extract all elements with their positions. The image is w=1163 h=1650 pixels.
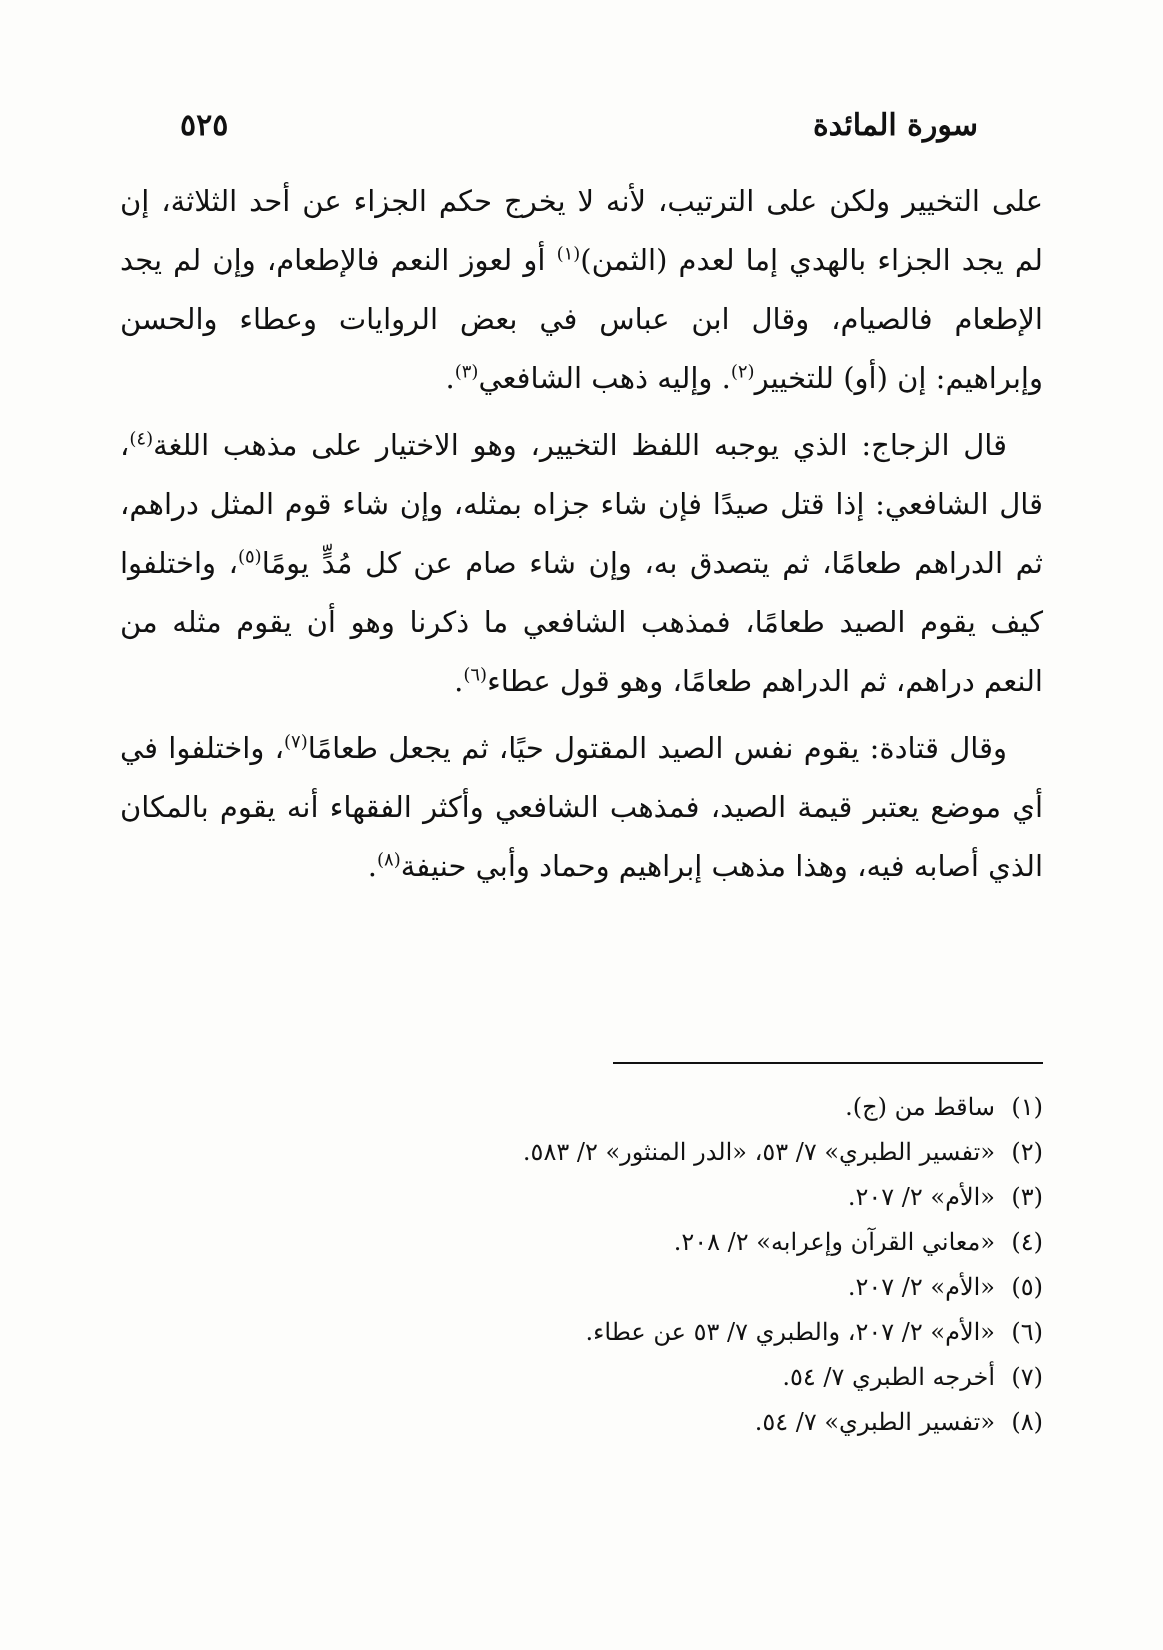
footnote-number: (٢)	[1011, 1138, 1043, 1166]
footnote	[120, 1220, 1043, 1265]
footnote	[120, 1310, 1043, 1355]
page-header	[180, 100, 978, 150]
text-segment: ، واختلفوا في أي موضع يعتبر قيمة الصيد، فمذهب الشافعي وأكثر الفقهاء أنه يقوم بالمكان الذي أصابه فيه، وهذا مذهب إبراهيم وحماد وأبي حنيفة	[120, 731, 1043, 883]
paragraph	[120, 172, 1043, 408]
text-segment: وقال قتادة: يقوم نفس الصيد المقتول حيًا، ثم يجعل طعامًا	[307, 731, 1007, 765]
text-segment: على التخيير ولكن على الترتيب، لأنه لا يخرج حكم الجزاء عن أحد الثلاثة، إن لم يجد الجزاء بالهدي إما لعدم (الثمن)	[120, 184, 1043, 277]
footnote	[120, 1175, 1043, 1220]
main-text	[120, 172, 1043, 904]
footnote-separator	[613, 1062, 1043, 1064]
footnote	[120, 1085, 1043, 1130]
footnote	[120, 1265, 1043, 1310]
footnote-text: «معاني القرآن وإعرابه» ٢/ ٢٠٨.	[673, 1228, 995, 1256]
page-number: ٥٢٥	[180, 107, 229, 143]
footnote-text: «تفسير الطبري» ٧/ ٥٤.	[754, 1408, 995, 1436]
footnote-number: (٧)	[1011, 1363, 1043, 1391]
text-segment: قال الزجاج: الذي يوجبه اللفظ التخيير، وهو الاختيار على مذهب اللغة	[153, 428, 1007, 462]
footnote-reference: (٢)	[730, 361, 755, 383]
text-segment: .	[454, 664, 464, 698]
footnote-reference: (٦)	[463, 664, 488, 686]
text-segment: . وإليه ذهب الشافعي	[478, 361, 731, 395]
footnote-number: (٨)	[1011, 1408, 1043, 1436]
footnote-text: ساقط من (ج).	[845, 1093, 995, 1121]
footnote	[120, 1355, 1043, 1400]
footnote-reference: (٨)	[377, 849, 401, 871]
footnote-text: «الأم» ٢/ ٢٠٧، والطبري ٧/ ٥٣ عن عطاء.	[585, 1318, 995, 1346]
text-segment: أو لعوز النعم فالإطعام، وإن لم يجد الإطعام فالصيام، وقال ابن عباس في بعض الروايات وعطاء والحسن وإبراهيم: إن (أو) للتخيير	[120, 243, 1043, 395]
footnote-number: (٣)	[1011, 1183, 1043, 1211]
footnote-reference: (٧)	[283, 731, 308, 753]
text-segment: .	[367, 849, 378, 883]
paragraph	[120, 719, 1043, 896]
footnote-number: (٥)	[1011, 1273, 1043, 1301]
footnote	[120, 1400, 1043, 1445]
text-segment: .	[445, 361, 455, 395]
text-segment: ، واختلفوا كيف يقوم الصيد طعامًا، فمذهب الشافعي ما ذكرنا وهو أن يقوم مثله من النعم دراهم، ثم الدراهم طعامًا، وهو قول عطاء	[120, 546, 1043, 698]
footnote-number: (٤)	[1011, 1228, 1043, 1256]
footnote-reference: (١)	[556, 243, 581, 265]
footnote-text: «الأم» ٢/ ٢٠٧.	[847, 1183, 995, 1211]
surah-title: سورة المائدة	[812, 107, 978, 143]
footnote	[120, 1130, 1043, 1175]
footnote-reference: (٥)	[237, 546, 262, 568]
footnote-text: «تفسير الطبري» ٧/ ٥٣، «الدر المنثور» ٢/ ٥٨٣.	[522, 1138, 995, 1166]
footnote-text: أخرجه الطبري ٧/ ٥٤.	[782, 1363, 995, 1391]
footnote-text: «الأم» ٢/ ٢٠٧.	[847, 1273, 995, 1301]
footnote-reference: (٤)	[129, 428, 154, 450]
paragraph	[120, 416, 1043, 711]
footnotes-list	[120, 1085, 1043, 1445]
footnote-reference: (٣)	[454, 361, 479, 383]
text-segment: ، قال الشافعي: إذا قتل صيدًا فإن شاء جزاه بمثله، وإن شاء قوم المثل دراهم، ثم الدراهم طعامًا، ثم يتصدق به، وإن شاء صام عن كل مُدٍّ يومًا	[120, 428, 1043, 580]
footnote-number: (٦)	[1011, 1318, 1043, 1346]
footnote-number: (١)	[1011, 1093, 1043, 1121]
